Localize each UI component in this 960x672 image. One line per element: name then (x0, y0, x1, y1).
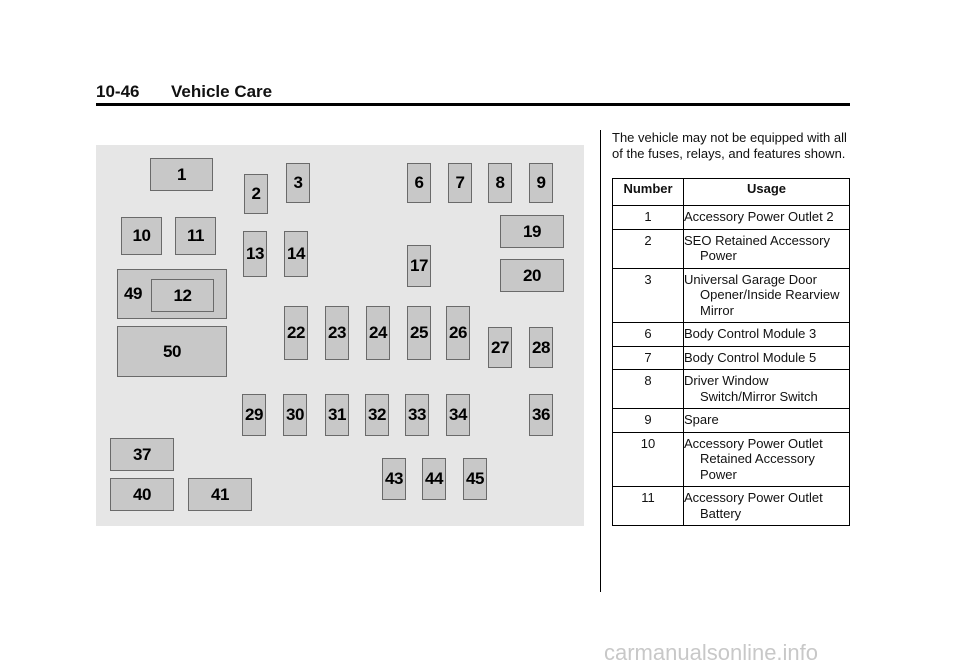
column-divider (600, 130, 601, 592)
fuse-31: 31 (325, 394, 349, 436)
intro-text: The vehicle may not be equipped with all of the fuses, relays, and features shown. (612, 130, 847, 161)
fuse-10: 10 (121, 217, 162, 255)
row-usage: Accessory Power Outlet Battery (684, 487, 850, 526)
fuse-1: 1 (150, 158, 213, 191)
fuse-7: 7 (448, 163, 472, 203)
fuse-36: 36 (529, 394, 553, 436)
row-usage: Body Control Module 3 (684, 323, 850, 347)
row-number: 9 (613, 409, 684, 433)
row-number: 11 (613, 487, 684, 526)
row-usage: Driver Window Switch/Mirror Switch (684, 370, 850, 409)
row-usage: Accessory Power Outlet Retained Accessory Power (684, 432, 850, 487)
header-rule (96, 103, 850, 106)
row-usage: Spare (684, 409, 850, 433)
fuse-30: 30 (283, 394, 307, 436)
fuse-28: 28 (529, 327, 553, 368)
row-usage: Accessory Power Outlet 2 (684, 206, 850, 230)
fuse-20: 20 (500, 259, 564, 292)
fuse-29: 29 (242, 394, 266, 436)
fuse-33: 33 (405, 394, 429, 436)
row-number: 8 (613, 370, 684, 409)
fuse-40: 40 (110, 478, 174, 511)
fuse-45: 45 (463, 458, 487, 500)
fuse-9: 9 (529, 163, 553, 203)
fuse-22: 22 (284, 306, 308, 360)
column-header-number: Number (613, 179, 684, 206)
fuse-44: 44 (422, 458, 446, 500)
fuse-11: 11 (175, 217, 216, 255)
fuse-50: 50 (117, 326, 227, 377)
fuse-34: 34 (446, 394, 470, 436)
row-number: 10 (613, 432, 684, 487)
table-header-row (613, 179, 850, 206)
row-usage: SEO Retained Accessory Power (684, 229, 850, 268)
fuse-usage-table (612, 178, 850, 526)
fuse-27: 27 (488, 327, 512, 368)
fuse-17: 17 (407, 245, 431, 287)
row-number: 7 (613, 346, 684, 370)
table-row (613, 206, 850, 230)
table-row (613, 229, 850, 268)
table-row (613, 432, 850, 487)
section-title: Vehicle Care (171, 82, 273, 101)
fuse-panel-diagram (96, 145, 584, 526)
table-row (613, 370, 850, 409)
row-number: 1 (613, 206, 684, 230)
fuse-32: 32 (365, 394, 389, 436)
row-number: 3 (613, 268, 684, 323)
fuse-19: 19 (500, 215, 564, 248)
fuse-37: 37 (110, 438, 174, 471)
row-number: 6 (613, 323, 684, 347)
fuse-8: 8 (488, 163, 512, 203)
table-row (613, 409, 850, 433)
watermark: carmanualsonline.info (604, 640, 819, 665)
fuse-41: 41 (188, 478, 252, 511)
table-row (613, 268, 850, 323)
fuse-2: 2 (244, 174, 268, 214)
fuse-13: 13 (243, 231, 267, 277)
row-number: 2 (613, 229, 684, 268)
row-usage: Universal Garage Door Opener/Inside Rearview Mirror (684, 268, 850, 323)
table-row (613, 487, 850, 526)
fuse-49: 49 (117, 269, 227, 319)
fuse-24: 24 (366, 306, 390, 360)
fuse-26: 26 (446, 306, 470, 360)
fuse-14: 14 (284, 231, 308, 277)
table-row (613, 323, 850, 347)
table-row (613, 346, 850, 370)
fuse-12: 12 (151, 279, 214, 312)
fuse-6: 6 (407, 163, 431, 203)
fuse-23: 23 (325, 306, 349, 360)
fuse-43: 43 (382, 458, 406, 500)
page-number: 10-46 (96, 82, 140, 101)
column-header-usage: Usage (684, 179, 850, 206)
fuse-3: 3 (286, 163, 310, 203)
fuse-25: 25 (407, 306, 431, 360)
row-usage: Body Control Module 5 (684, 346, 850, 370)
